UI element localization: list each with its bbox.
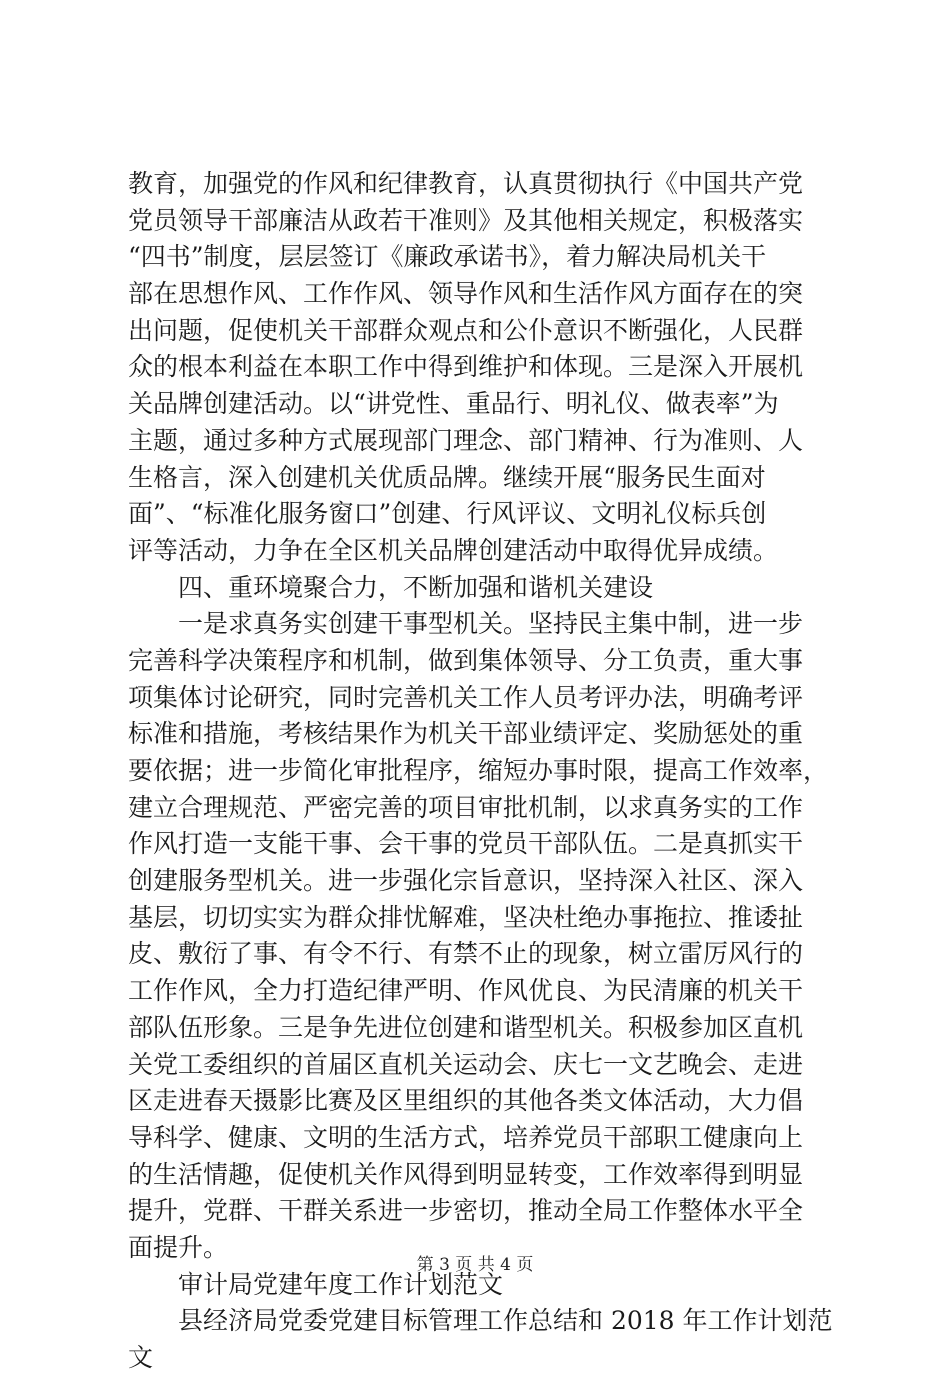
text-line: 创建服务型机关。进一步强化宗旨意识，坚持深入社区、深入 [128, 866, 804, 896]
text-line: 标准和措施，考核结果作为机关干部业绩评定、奖励惩处的重 [128, 719, 804, 749]
text-line: 文 [128, 1343, 154, 1372]
text-line: 部队伍形象。三是争先进位创建和谐型机关。积极参加区直机 [128, 1012, 804, 1042]
text-line: 要依据；进一步简化审批程序，缩短办事时限，提高工作效率， [128, 756, 829, 785]
text-line: 面提升。 [128, 1232, 229, 1262]
text-line: 皮、敷衍了事、有令不行、有禁不止的现象，树立雷厉风行的 [128, 939, 804, 969]
text-line: 审计局党建年度工作计划范文 [178, 1269, 504, 1299]
text-line: 基层，切切实实为群众排忧解难，坚决杜绝办事拖拉、推诿扯 [128, 902, 804, 932]
text-line: 部在思想作风、工作作风、领导作风和生活作风方面存在的突 [128, 279, 804, 309]
text-line: 完善科学决策程序和机制，做到集体领导、分工负责，重大事 [128, 645, 804, 675]
text-line: 的生活情趣，促使机关作风得到明显转变，工作效率得到明显 [128, 1159, 804, 1189]
text-line: “四书”制度，层层签订《廉政承诺书》，着力解决局机关干 [128, 242, 767, 272]
text-line: 评等活动，力争在全区机关品牌创建活动中取得优异成绩。 [128, 535, 779, 565]
text-line: 教育，加强党的作风和纪律教育，认真贯彻执行《中国共产党 [128, 169, 804, 198]
text-line: 关品牌创建活动。以“讲党性、重品行、明礼仪、做表率”为 [128, 389, 779, 419]
text-line: 导科学、健康、文明的生活方式，培养党员干部职工健康向上 [128, 1122, 804, 1152]
text-line: 作风打造一支能干事、会干事的党员干部队伍。二是真抓实干 [128, 829, 804, 859]
text-line: 出问题，促使机关干部群众观点和公仆意识不断强化，人民群 [128, 315, 804, 345]
text-line: 工作作风，全力打造纪律严明、作风优良、为民清廉的机关干 [128, 976, 804, 1006]
text-line: 建立合理规范、严密完善的项目审批机制，以求真务实的工作 [128, 792, 804, 822]
text-line: 众的根本利益在本职工作中得到维护和体现。三是深入开展机 [128, 352, 804, 382]
document-body [128, 166, 840, 1377]
text-line: 区走进春天摄影比赛及区里组织的其他各类文体活动，大力倡 [128, 1086, 804, 1116]
text-line: 项集体讨论研究，同时完善机关工作人员考评办法，明确考评 [128, 682, 804, 712]
text-line: 一是求真务实创建干事型机关。坚持民主集中制，进一步 [178, 609, 804, 639]
page-number-footer: 第 3 页 共 4 页 [416, 1255, 534, 1275]
text-line: 主题，通过多种方式展现部门理念、部门精神、行为准则、人 [128, 425, 804, 455]
text-line: 提升，党群、干群关系进一步密切，推动全局工作整体水平全 [128, 1196, 804, 1226]
text-line: 面”、“标准化服务窗口”创建、行风评议、文明礼仪标兵创 [128, 499, 767, 529]
text-line: 生格言，深入创建机关优质品牌。继续开展“服务民生面对 [128, 462, 766, 492]
text-line: 四、重环境聚合力，不断加强和谐机关建设 [178, 572, 654, 602]
text-line: 关党工委组织的首届区直机关运动会、庆七一文艺晚会、走进 [128, 1049, 804, 1079]
text-line: 县经济局党委党建目标管理工作总结和 2018 年工作计划范 [178, 1306, 833, 1336]
text-line: 党员领导干部廉洁从政若干准则》及其他相关规定，积极落实 [128, 205, 804, 235]
